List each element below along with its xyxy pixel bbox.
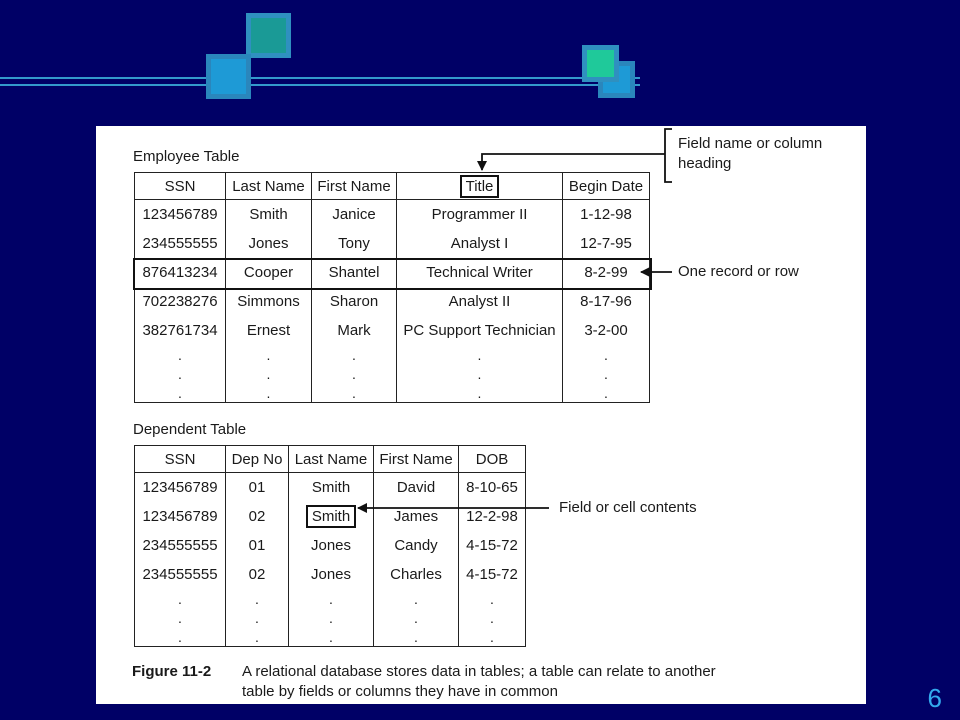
cell: 02 [226, 502, 289, 531]
figure-panel [96, 126, 866, 704]
cell: Janice [312, 200, 397, 230]
cell: 123456789 [135, 473, 226, 503]
decor-square [206, 54, 251, 99]
ellipsis: . [135, 608, 226, 627]
header-title-boxed: Title [460, 175, 500, 198]
cell: 01 [226, 473, 289, 503]
cell: Simmons [226, 287, 312, 316]
cell: Analyst I [397, 229, 563, 258]
ellipsis: . [226, 345, 312, 364]
cell: 1-12-98 [563, 200, 650, 230]
cell: Charles [374, 560, 459, 589]
header-ssn: SSN [135, 173, 226, 200]
figure-caption-text [242, 662, 822, 702]
ellipsis: . [563, 345, 650, 364]
header-dep-no: Dep No [226, 446, 289, 473]
field-name-annotation [678, 134, 822, 174]
cell: 4-15-72 [459, 560, 526, 589]
cell-annotation: Field or cell contents [559, 499, 697, 516]
ellipsis: . [312, 345, 397, 364]
header-begin-date: Begin Date [563, 173, 650, 200]
field-name-annotation-line1: Field name or column [678, 135, 823, 152]
cell: Ernest [226, 316, 312, 345]
header-first-name: First Name [374, 446, 459, 473]
figure-label: Figure 11-2 [132, 663, 212, 680]
ellipsis: . [459, 627, 526, 647]
figure-caption [132, 662, 852, 702]
ellipsis: . [226, 589, 289, 608]
ellipsis: . [226, 627, 289, 647]
cell: Jones [226, 229, 312, 258]
header-first-name: First Name [312, 173, 397, 200]
caption-line1: A relational database stores data in tables; a table can relate to another [242, 663, 716, 680]
header-dob: DOB [459, 446, 526, 473]
cell: Cooper [226, 258, 312, 287]
field-name-arrow [482, 154, 665, 170]
decor-square [582, 45, 619, 82]
ellipsis: . [374, 608, 459, 627]
ellipsis: . [135, 589, 226, 608]
page-number: 6 [927, 683, 942, 713]
cell: 234555555 [135, 560, 226, 589]
decor-line [0, 84, 640, 86]
cell: Smith [226, 200, 312, 230]
cell: Smith [289, 473, 374, 503]
ellipsis: . [135, 383, 226, 403]
ellipsis: . [289, 608, 374, 627]
ellipsis: . [563, 364, 650, 383]
decor-square [246, 13, 291, 58]
ellipsis: . [397, 383, 563, 403]
cell: David [374, 473, 459, 503]
cell: 8-17-96 [563, 287, 650, 316]
cell: 123456789 [135, 200, 226, 230]
cell: 123456789 [135, 502, 226, 531]
ellipsis: . [226, 364, 312, 383]
ellipsis: . [563, 383, 650, 403]
cell: 12-7-95 [563, 229, 650, 258]
highlighted-cell-value: Smith [306, 505, 356, 528]
ellipsis: . [397, 345, 563, 364]
ellipsis: . [374, 627, 459, 647]
cell: Sharon [312, 287, 397, 316]
ellipsis: . [135, 627, 226, 647]
cell: Tony [312, 229, 397, 258]
ellipsis: . [226, 383, 312, 403]
cell: Mark [312, 316, 397, 345]
cell: Jones [289, 531, 374, 560]
cell: 4-15-72 [459, 531, 526, 560]
cell: Analyst II [397, 287, 563, 316]
ellipsis: . [312, 383, 397, 403]
cell: Jones [289, 560, 374, 589]
ellipsis: . [135, 364, 226, 383]
field-name-annotation-line2: heading [678, 155, 732, 172]
cell: 702238276 [135, 287, 226, 316]
cell: PC Support Technician [397, 316, 563, 345]
ellipsis: . [397, 364, 563, 383]
cell: 02 [226, 560, 289, 589]
cell: 01 [226, 531, 289, 560]
field-name-bracket [665, 129, 672, 182]
dependent-table-caption: Dependent Table [133, 421, 247, 438]
header-last-name: Last Name [226, 173, 312, 200]
cell: 8-10-65 [459, 473, 526, 503]
cell: 8-2-99 [563, 258, 650, 287]
cell: Shantel [312, 258, 397, 287]
cell: 3-2-00 [563, 316, 650, 345]
ellipsis: . [459, 608, 526, 627]
employee-table-caption: Employee Table [133, 148, 240, 165]
cell: Technical Writer [397, 258, 563, 287]
cell: James [374, 502, 459, 531]
header-last-name: Last Name [289, 446, 374, 473]
cell: Programmer II [397, 200, 563, 230]
ellipsis: . [459, 589, 526, 608]
decor-line [0, 77, 640, 79]
cell: 234555555 [135, 531, 226, 560]
ellipsis: . [374, 589, 459, 608]
cell: Candy [374, 531, 459, 560]
cell: 382761734 [135, 316, 226, 345]
cell: 12-2-98 [459, 502, 526, 531]
ellipsis: . [135, 345, 226, 364]
ellipsis: . [289, 589, 374, 608]
ellipsis: . [226, 608, 289, 627]
header-ssn: SSN [135, 446, 226, 473]
cell: 234555555 [135, 229, 226, 258]
record-annotation: One record or row [678, 263, 799, 280]
ellipsis: . [289, 627, 374, 647]
caption-line2: table by fields or columns they have in common [242, 683, 558, 700]
annotation-arrows [96, 126, 866, 704]
cell: 876413234 [135, 258, 226, 287]
ellipsis: . [312, 364, 397, 383]
